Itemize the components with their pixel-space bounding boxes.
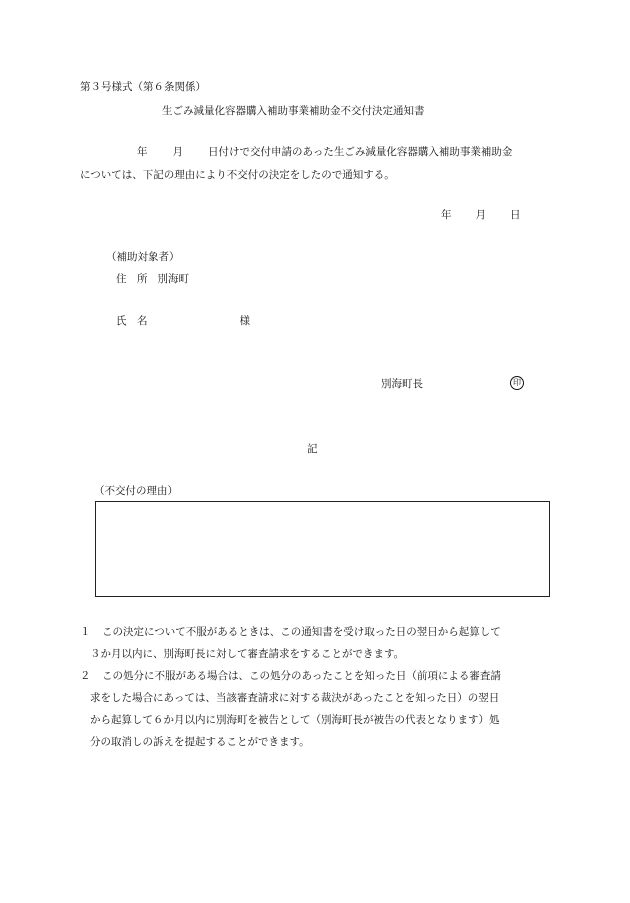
ki-heading: 記 (307, 443, 318, 455)
body-month-label: 月 (172, 146, 183, 158)
body-line-2: については、下記の理由により不交付の決定をしたので通知する。 (80, 169, 395, 181)
address-value: 別海町 (157, 273, 189, 285)
body-year-label: 年 (137, 146, 148, 158)
note-1 (80, 621, 560, 665)
date-day: 日 (510, 209, 521, 221)
address-line (116, 274, 189, 285)
note-2-line-1: この処分に不服がある場合は、この処分のあったことを知った日（前項による審査請 (102, 670, 501, 682)
name-label: 氏 名 (116, 315, 148, 327)
note-2-line-3: から起算して６か月以内に別海町を被告として（別海町長が被告の代表となります）処 (90, 714, 500, 726)
body-line1-text: 日付けで交付申請のあった生ごみ減量化容器購入補助事業補助金 (208, 146, 513, 158)
name-line (116, 316, 250, 327)
honorific: 様 (239, 315, 250, 327)
note-1-line-2: ３か月以内に、別海町長に対して審査請求をすることができます。 (90, 648, 405, 660)
date-month: 月 (475, 209, 486, 221)
date-year: 年 (441, 209, 452, 221)
note-1-number: １ (80, 626, 91, 638)
form-number: 第３号様式（第６条関係） (80, 81, 206, 93)
issuer-title: 別海町長 (381, 378, 423, 390)
document-title: 生ごみ減量化容器購入補助事業補助金不交付決定通知書 (162, 105, 425, 117)
note-2-line-2: 求をした場合にあっては、当該審査請求に対する裁決があったことを知った日）の翌日 (90, 692, 500, 704)
note-2-line-4: 分の取消しの訴えを提起することができます。 (90, 736, 310, 748)
body-line-1 (80, 147, 512, 158)
seal-mark: 印 (510, 376, 524, 390)
reason-label: （不交付の理由） (94, 485, 178, 497)
reason-box (95, 501, 550, 597)
note-1-line-1: この決定について不服があるときは、この通知書を受け取った日の翌日から起算して (102, 626, 501, 638)
address-label: 住 所 (116, 273, 148, 285)
note-2 (80, 665, 560, 753)
date-line (441, 210, 521, 221)
note-2-number: ２ (80, 670, 91, 682)
recipient-heading: （補助対象者） (106, 251, 180, 263)
